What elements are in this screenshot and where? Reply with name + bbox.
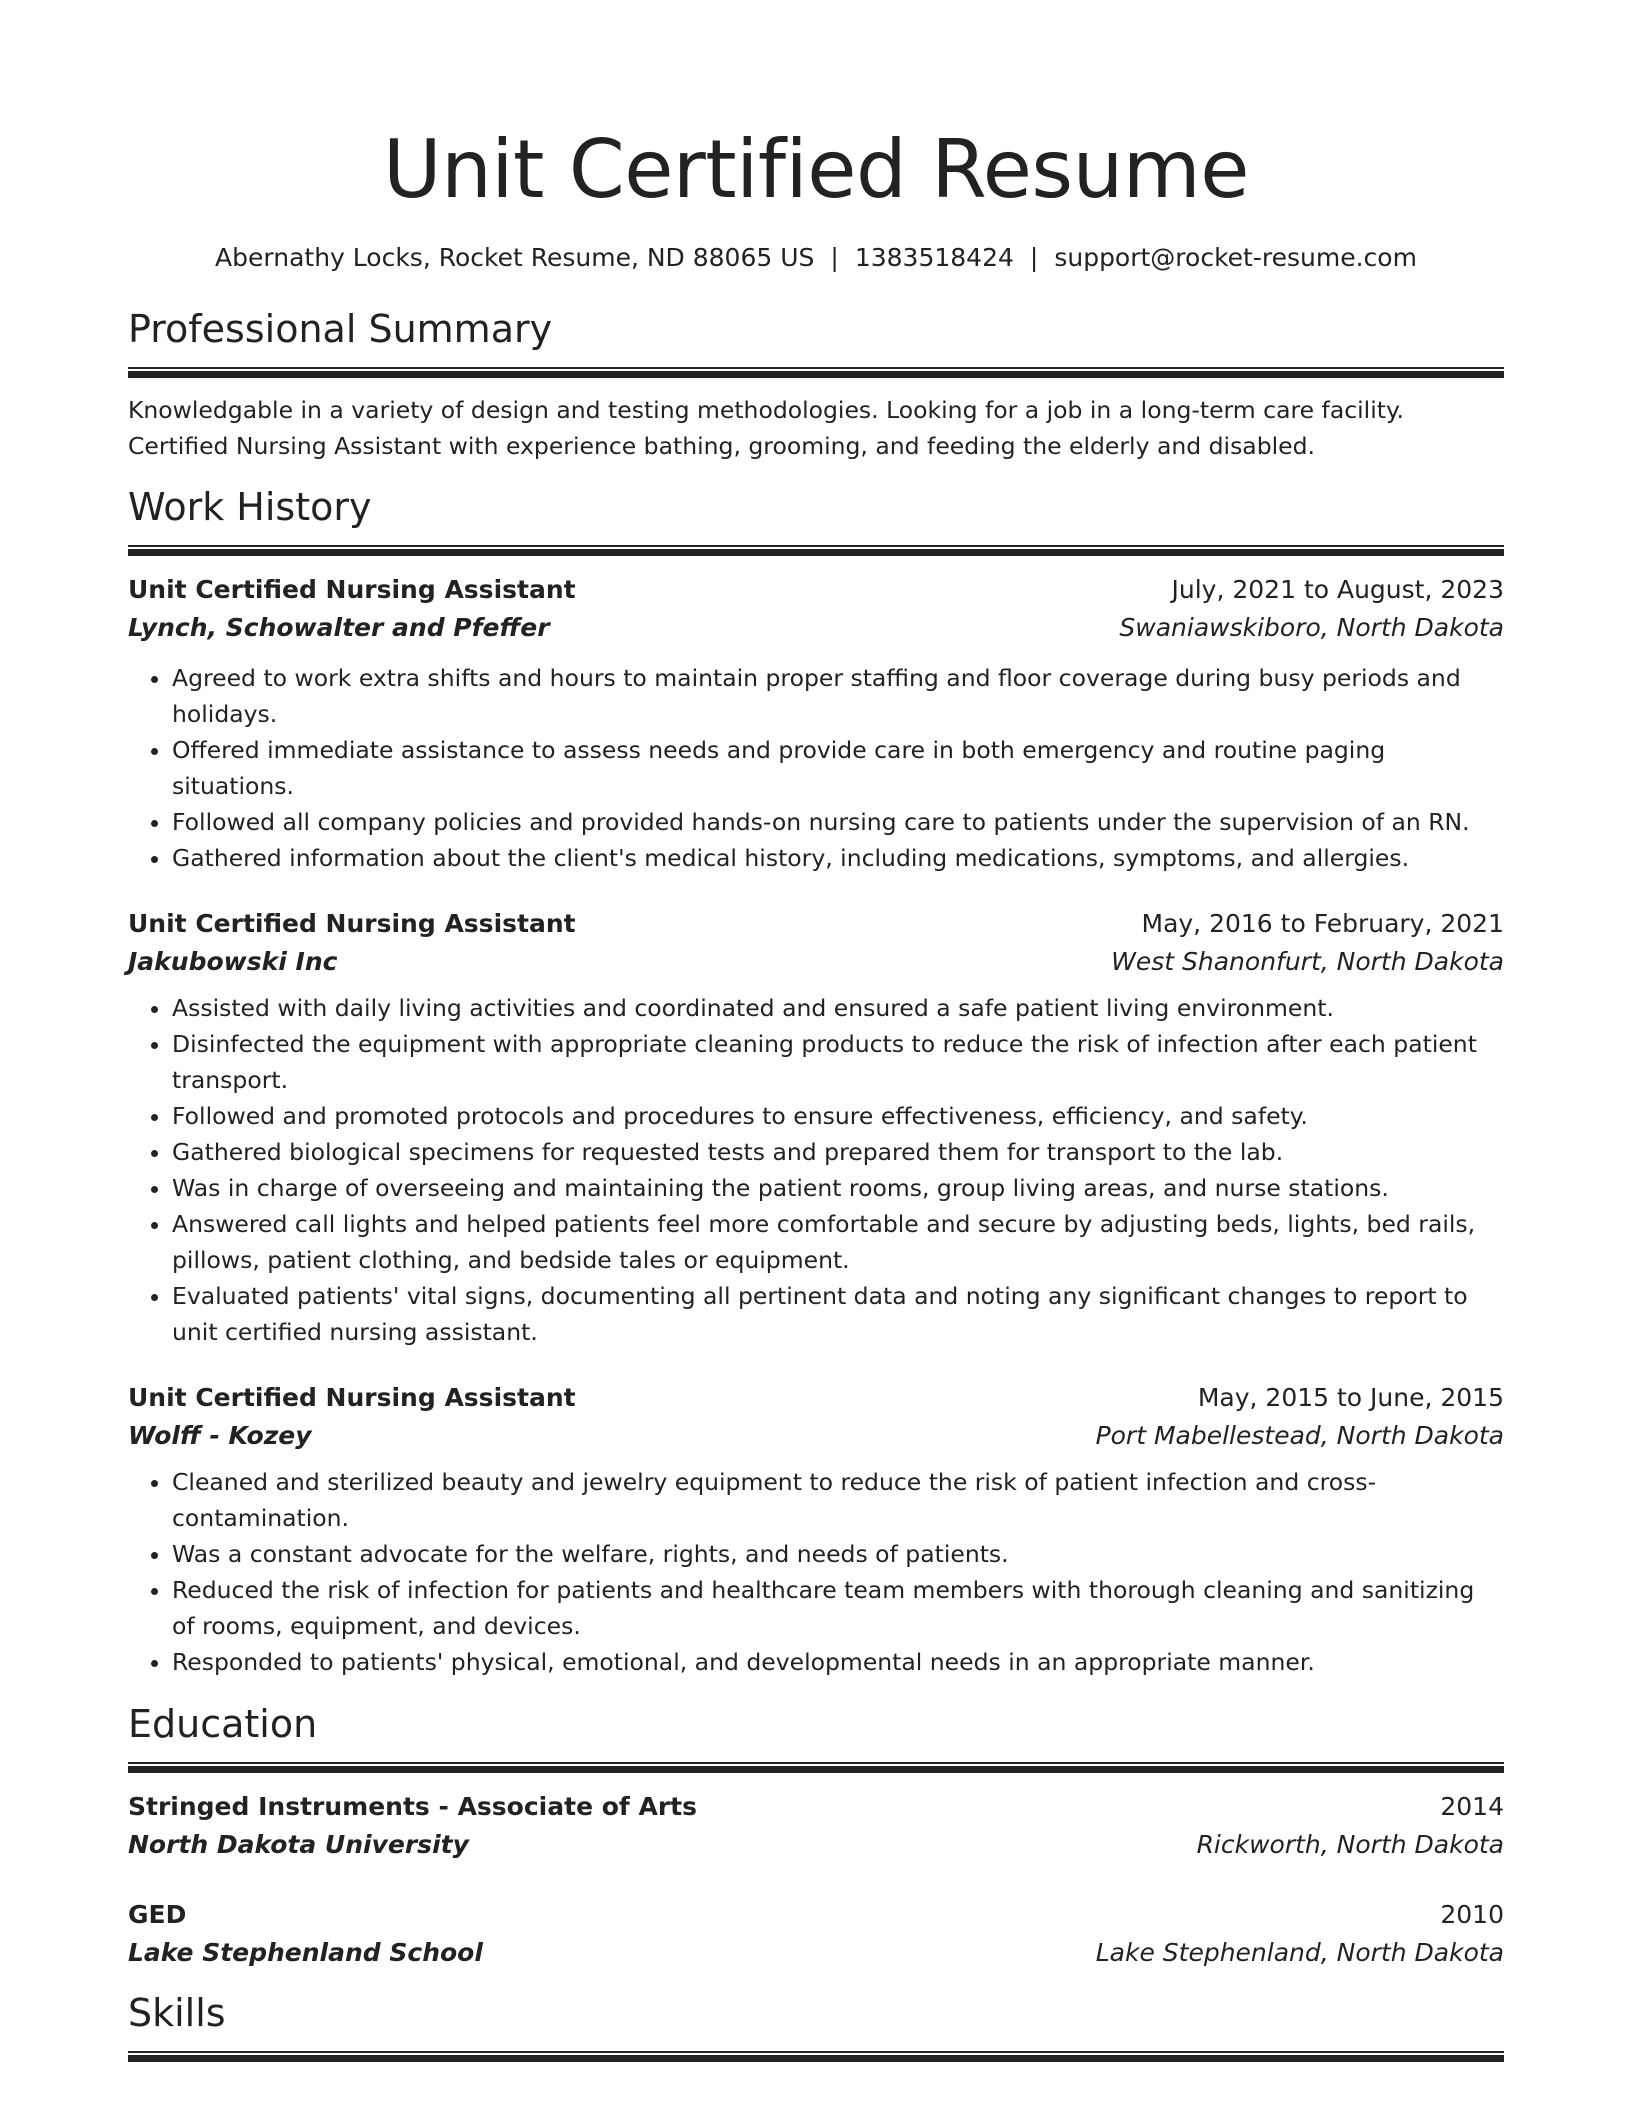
job-dates: May, 2015 to June, 2015 xyxy=(1197,1383,1504,1412)
education-entry xyxy=(128,1897,1504,1973)
education-degree: GED xyxy=(128,1900,187,1929)
job-location: Port Mabellestead, North Dakota xyxy=(1095,1421,1504,1450)
job-company: Wolff - Kozey xyxy=(128,1421,312,1450)
summary-text: Knowledgable in a variety of design and testing methodologies. Looking for a job in a long-term care facility. Certified Nursing Assistant with experience bathing, grooming, and feeding the elderly and disabled. xyxy=(128,396,1404,460)
education-school-row xyxy=(128,1933,1504,1973)
job-location: West Shanonfurt, North Dakota xyxy=(1111,947,1504,976)
education-degree: Stringed Instruments - Associate of Arts xyxy=(128,1792,697,1821)
section-heading-work-history: Work History xyxy=(128,485,372,529)
job-company-row xyxy=(128,942,1504,982)
job-bullet: • Offered immediate assistance to assess needs and provide care in both emergency and routine paging situations. xyxy=(172,732,1504,804)
education-school: North Dakota University xyxy=(128,1830,469,1859)
education-section xyxy=(128,1700,1504,1973)
resume-title: Unit Certified Resume xyxy=(383,123,1249,216)
job-bullet: • Reduced the risk of infection for patients and healthcare team members with thorough cleaning and sanitizing of rooms, equipment, and devices. xyxy=(172,1572,1504,1644)
job-header-row xyxy=(128,572,1504,608)
section-divider xyxy=(128,545,1504,556)
contact-address: Abernathy Locks, Rocket Resume, ND 88065 US xyxy=(215,243,815,272)
education-header-row xyxy=(128,1789,1504,1825)
contact-line xyxy=(128,242,1504,274)
education-school: Lake Stephenland School xyxy=(128,1938,483,1967)
job-bullet: • Gathered information about the client's medical history, including medications, symptoms, and allergies. xyxy=(172,840,1504,876)
job-bullet: • Disinfected the equipment with appropriate cleaning products to reduce the risk of infection after each patient transport. xyxy=(172,1026,1504,1098)
job-header-row xyxy=(128,1380,1504,1416)
contact-separator: | xyxy=(1029,243,1039,272)
job-header-row xyxy=(128,906,1504,942)
section-divider xyxy=(128,2051,1504,2062)
job-bullet: • Evaluated patients' vital signs, documenting all pertinent data and noting any significant changes to report to unit certified nursing assistant. xyxy=(172,1278,1504,1350)
section-heading-skills: Skills xyxy=(128,1991,226,2035)
job-bullet: • Was in charge of overseeing and maintaining the patient rooms, group living areas, and nurse stations. xyxy=(172,1170,1504,1206)
section-divider xyxy=(128,367,1504,378)
job-location: Swaniawskiboro, North Dakota xyxy=(1119,613,1504,642)
job-company-row xyxy=(128,608,1504,648)
job-bullet: • Was a constant advocate for the welfare, rights, and needs of patients. xyxy=(172,1536,1504,1572)
job-entry xyxy=(128,1380,1504,1680)
job-company: Jakubowski Inc xyxy=(128,947,338,976)
job-title: Unit Certified Nursing Assistant xyxy=(128,1383,576,1412)
education-school-row xyxy=(128,1825,1504,1865)
job-entry xyxy=(128,572,1504,876)
job-bullet: • Followed and promoted protocols and procedures to ensure effectiveness, efficiency, and safety. xyxy=(172,1098,1504,1134)
job-bullet: • Responded to patients' physical, emotional, and developmental needs in an appropriate manner. xyxy=(172,1644,1504,1680)
education-header-row xyxy=(128,1897,1504,1933)
job-bullet-list xyxy=(128,990,1504,1350)
job-bullet: • Cleaned and sterilized beauty and jewelry equipment to reduce the risk of patient infection and cross-contamination. xyxy=(172,1464,1504,1536)
job-bullet: • Assisted with daily living activities and coordinated and ensured a safe patient living environment. xyxy=(172,990,1504,1026)
work-history-section xyxy=(128,483,1504,1680)
job-title: Unit Certified Nursing Assistant xyxy=(128,909,576,938)
job-bullet: • Agreed to work extra shifts and hours to maintain proper staffing and floor coverage during busy periods and holidays. xyxy=(172,660,1504,732)
summary-section xyxy=(128,305,1504,464)
job-bullet: • Answered call lights and helped patients feel more comfortable and secure by adjusting beds, lights, bed rails, pillows, patient clothing, and bedside tales or equipment. xyxy=(172,1206,1504,1278)
contact-separator: | xyxy=(830,243,839,272)
job-dates: May, 2016 to February, 2021 xyxy=(1141,909,1504,938)
job-title: Unit Certified Nursing Assistant xyxy=(128,575,576,604)
job-bullet: • Followed all company policies and provided hands-on nursing care to patients under the supervision of an RN. xyxy=(172,804,1504,840)
contact-email: support@rocket-resume.com xyxy=(1054,243,1417,272)
resume-page xyxy=(128,0,1504,2062)
job-company: Lynch, Schowalter and Pfeffer xyxy=(128,613,550,642)
job-entry xyxy=(128,906,1504,1350)
job-bullet: • Gathered biological specimens for requested tests and prepared them for transport to the lab. xyxy=(172,1134,1504,1170)
job-dates: July, 2021 to August, 2023 xyxy=(1171,575,1504,604)
job-company-row xyxy=(128,1416,1504,1456)
education-entry xyxy=(128,1789,1504,1865)
education-year: 2010 xyxy=(1440,1900,1504,1929)
section-divider xyxy=(128,1762,1504,1773)
skills-section xyxy=(128,1989,1504,2062)
job-bullet-list xyxy=(128,1464,1504,1680)
education-year: 2014 xyxy=(1440,1792,1504,1821)
section-heading-summary: Professional Summary xyxy=(128,307,553,351)
contact-phone: 1383518424 xyxy=(854,243,1014,272)
education-location: Lake Stephenland, North Dakota xyxy=(1095,1938,1504,1967)
section-heading-education: Education xyxy=(128,1702,318,1746)
education-location: Rickworth, North Dakota xyxy=(1196,1830,1504,1859)
job-bullet-list xyxy=(128,660,1504,876)
